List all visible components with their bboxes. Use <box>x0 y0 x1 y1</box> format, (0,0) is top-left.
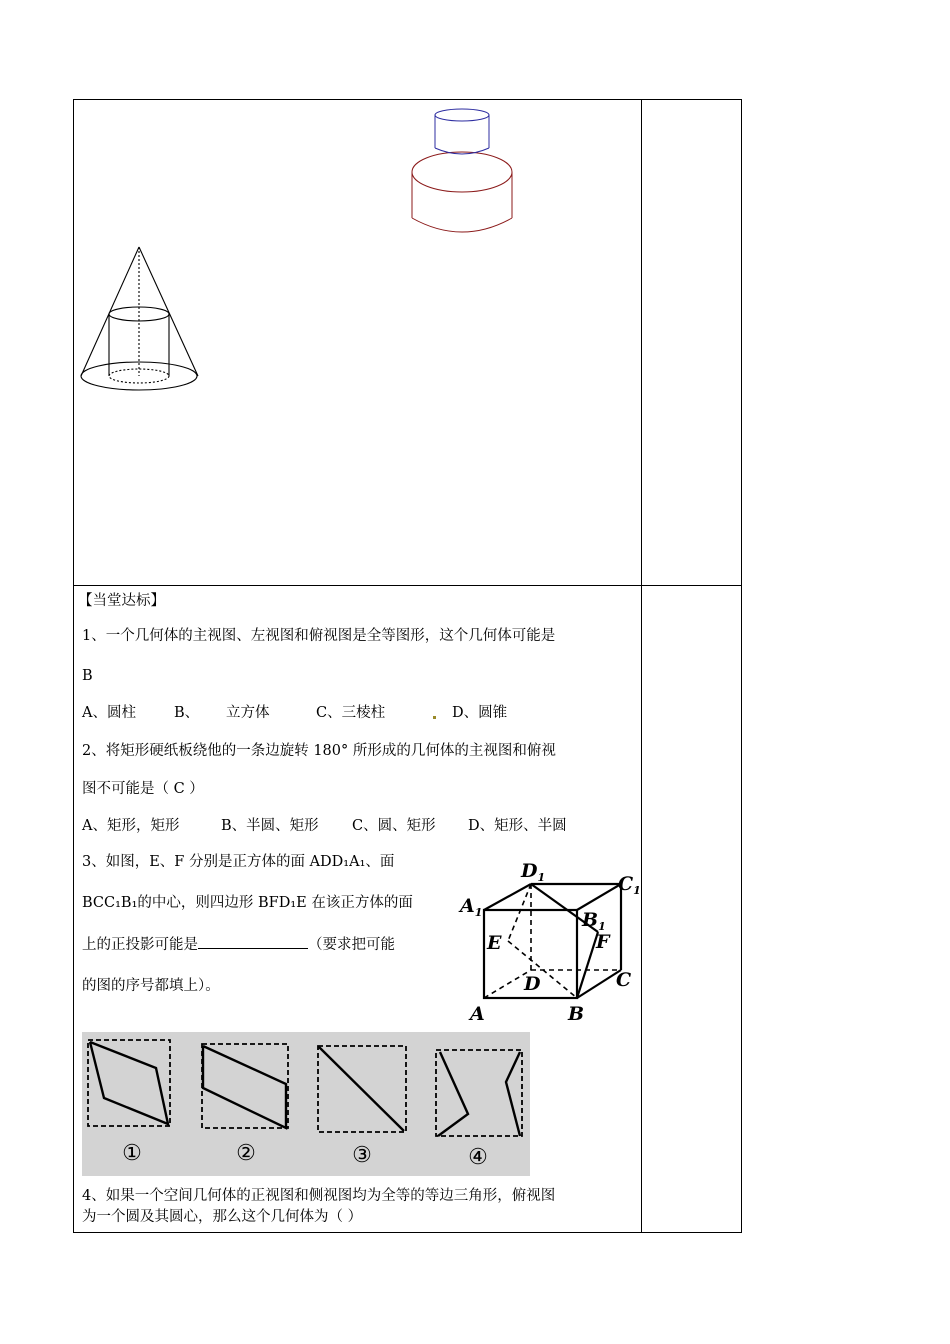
question-4-line2: 为一个圆及其圆心，那么这个几何体为（ ） <box>82 1209 363 1225</box>
choice-4: ④ <box>468 1145 488 1170</box>
label-b1: $B_1$ <box>582 909 606 933</box>
label-c: C <box>616 969 632 991</box>
label-d1: $D_1$ <box>521 860 546 884</box>
table-row-divider <box>73 585 742 586</box>
question-2-option-d: D、矩形、半圆 <box>468 818 567 834</box>
choice-2: ② <box>236 1141 256 1166</box>
choice-3: ③ <box>352 1143 372 1168</box>
label-c1: $C_1$ <box>618 873 641 897</box>
label-a1: $A_1$ <box>460 895 483 919</box>
answer-blank[interactable] <box>198 934 308 949</box>
question-2-option-c: C、圆、矩形 <box>352 818 436 834</box>
table-border-right <box>741 99 742 1233</box>
question-1-option-a: A、圆柱 <box>82 705 136 721</box>
question-1-answer: B <box>82 668 93 684</box>
label-e: E <box>487 932 502 954</box>
question-3-line4: 的图的序号都填上）。 <box>82 978 220 994</box>
question-2-option-a: A、矩形，矩形 <box>82 818 180 834</box>
projection-choices-figure <box>82 1032 530 1176</box>
question-2-stem-line1: 2、将矩形硬纸板绕他的一条边旋转 180° 所形成的几何体的主视图和俯视 <box>82 743 556 759</box>
question-1-option-d: D、圆锥 <box>452 705 508 721</box>
question-3-line2: BCC₁B₁的中心，则四边形 BFD₁E 在该正方体的面 <box>82 895 413 911</box>
label-a: A <box>470 1003 485 1025</box>
label-b: B <box>568 1003 585 1025</box>
table-border-left <box>73 99 74 1233</box>
question-1-stem: 1、一个几何体的主视图、左视图和俯视图是全等图形，这个几何体可能是 <box>82 628 556 644</box>
choice-1: ① <box>122 1141 142 1166</box>
question-3-line1: 3、如图，E、F 分别是正方体的面 ADD₁A₁、面 <box>82 854 395 870</box>
question-3-line3-post: （要求把可能 <box>308 937 395 953</box>
cone-with-cylinder-figure <box>78 243 206 395</box>
table-column-divider <box>641 99 642 1233</box>
question-3-line3-pre: 上的正投影可能是 <box>82 937 198 953</box>
label-f: F <box>596 931 610 953</box>
question-1-option-c: C、三棱柱 <box>316 705 386 721</box>
stacked-cylinders-figure <box>405 100 520 240</box>
cube-figure <box>458 856 641 1026</box>
question-1-option-b-text: 立方体 <box>226 705 270 721</box>
question-4-line1: 4、如果一个空间几何体的正视图和侧视图均为全等的等边三角形，俯视图 <box>82 1188 556 1204</box>
section-title: 【当堂达标】 <box>78 593 165 609</box>
question-2-stem-line2: 图不可能是（ C ） <box>82 781 204 797</box>
question-3-line3 <box>82 934 395 955</box>
stray-dot <box>433 716 436 719</box>
question-2-option-b: B、半圆、矩形 <box>221 818 319 834</box>
question-1-option-b: B、 <box>174 705 200 721</box>
label-d: D <box>524 973 541 995</box>
